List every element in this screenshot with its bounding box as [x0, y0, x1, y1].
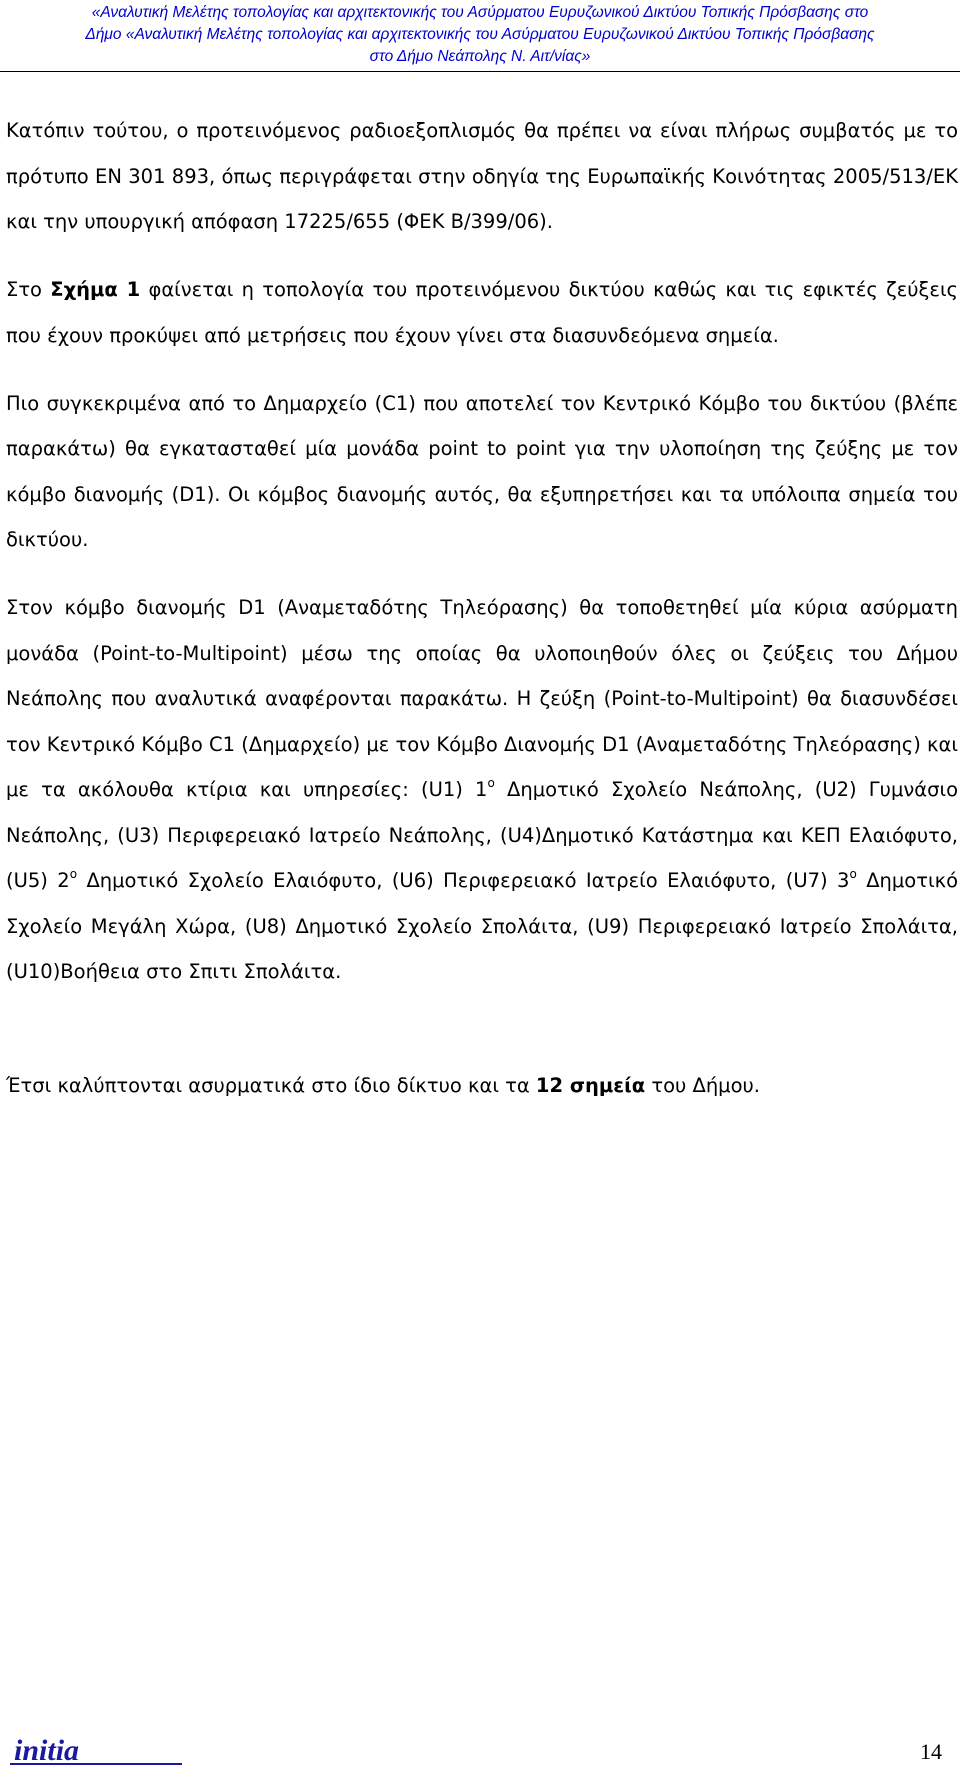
paragraph-5-rest: του Δήμου.: [645, 1073, 760, 1097]
ordinal-superscript-2: ο: [69, 867, 78, 881]
page-number: 14: [920, 1739, 942, 1764]
initia-logo: [10, 1735, 186, 1767]
points-count: 12 σημεία: [535, 1073, 646, 1097]
paragraph-5: [6, 1063, 958, 1109]
initia-logo-text: initia: [14, 1735, 80, 1767]
paragraph-2-rest: φαίνεται η τοπολογία του προτεινόμενου δικτύου καθώς και τις εφικτές ζεύξεις που έχουν προκύψει από μετρήσεις που έχουν γίνει στα διασυνδεόμενα σημεία.: [6, 278, 958, 347]
page-header: [0, 2, 960, 68]
paragraph-4-part-2: Δημοτικό Σχολείο Νεάπολης, (U2) Γυμνάσιο Νεάπολης, (U3) Περιφερειακό Ιατρείο Νεάπολης, (U4)Δημοτικό Κατάστημα και ΚΕΠ Ελαιόφυτο, (U5) 2: [6, 778, 958, 892]
document-body: [6, 108, 958, 1131]
ordinal-superscript-1: ο: [487, 776, 495, 790]
paragraph-5-lead: Έτσι καλύπτονται ασυρματικά στο ίδιο δίκτυο και τα: [6, 1073, 536, 1097]
paragraph-2: [6, 267, 958, 358]
header-line-2: Δήμο «Αναλυτική Μελέτης τοπολογίας και αρχιτεκτονικής του Ασύρματου Ευρυζωνικού Δικτύου Τοπικής Πρόσβασης: [85, 26, 875, 43]
header-divider: [0, 71, 960, 72]
paragraph-4-part-1: Στον κόμβο διανομής D1 (Αναμεταδότης Τηλεόρασης) θα τοποθετηθεί μία κύρια ασύρματη μονάδα (Point-to-Multipoint) μέσω της οποίας θα υλοποιηθούν όλες οι ζεύξεις του Δήμου Νεάπολης που αναλυτικά αναφέρονται παρακάτω. Η ζεύξη (Point-to-Multipoint) θα διασυνδέσει τον Κεντρικό Κόμβο C1 (Δημαρχείο) με τον Κόμβο Διανομής D1 (Αναμεταδότης Τηλεόρασης) και με τα ακόλουθα κτίρια και υπηρεσίες: (U1) 1: [6, 596, 958, 801]
paragraph-1: Κατόπιν τούτου, ο προτεινόμενος ραδιοεξοπλισμός θα πρέπει να είναι πλήρως συμβατός με το πρότυπο EN 301 893, όπως περιγράφεται στην οδηγία της Ευρωπαϊκής Κοινότητας 2005/513/ΕΚ και την υπουργική απόφαση 17225/655 (ΦΕΚ Β/399/06).: [6, 119, 958, 233]
paragraph-4-part-4: Δημοτικό Σχολείο Μεγάλη Χώρα, (U8) Δημοτικό Σχολείο Σπολάιτα, (U9) Περιφερειακό Ιατρείο Σπολάιτα, (U10)Βοήθεια στο Σπιτι Σπολάιτα.: [6, 869, 958, 983]
paragraph-3: Πιο συγκεκριμένα από το Δημαρχείο (C1) που αποτελεί τον Κεντρικό Κόμβο του δικτύου (βλέπε παρακάτω) θα εγκατασταθεί μία μονάδα point to point για την υλοποίηση της ζεύξης με τον κόμβο διανομής (D1). Οι κόμβος διανομής αυτός, θα εξυπηρετήσει και τα υπόλοιπα σημεία του δικτύου.: [6, 391, 958, 551]
paragraph-4-part-3: Δημοτικό Σχολείο Ελαιόφυτο, (U6) Περιφερειακό Ιατρείο Ελαιόφυτο, (U7) 3: [77, 869, 850, 892]
paragraph-4: [6, 585, 958, 995]
ordinal-superscript-3: ο: [849, 867, 857, 881]
figure-reference: Σχήμα 1: [50, 278, 141, 301]
header-line-1: «Αναλυτική Μελέτης τοπολογίας και αρχιτεκτονικής του Ασύρματου Ευρυζωνικού Δικτύου Τοπικής Πρόσβασης στο: [91, 4, 869, 21]
paragraph-2-lead: Στο: [6, 278, 51, 301]
header-line-3: στο Δήμο Νεάπολης Ν. Αιτ/νίας»: [369, 48, 591, 65]
